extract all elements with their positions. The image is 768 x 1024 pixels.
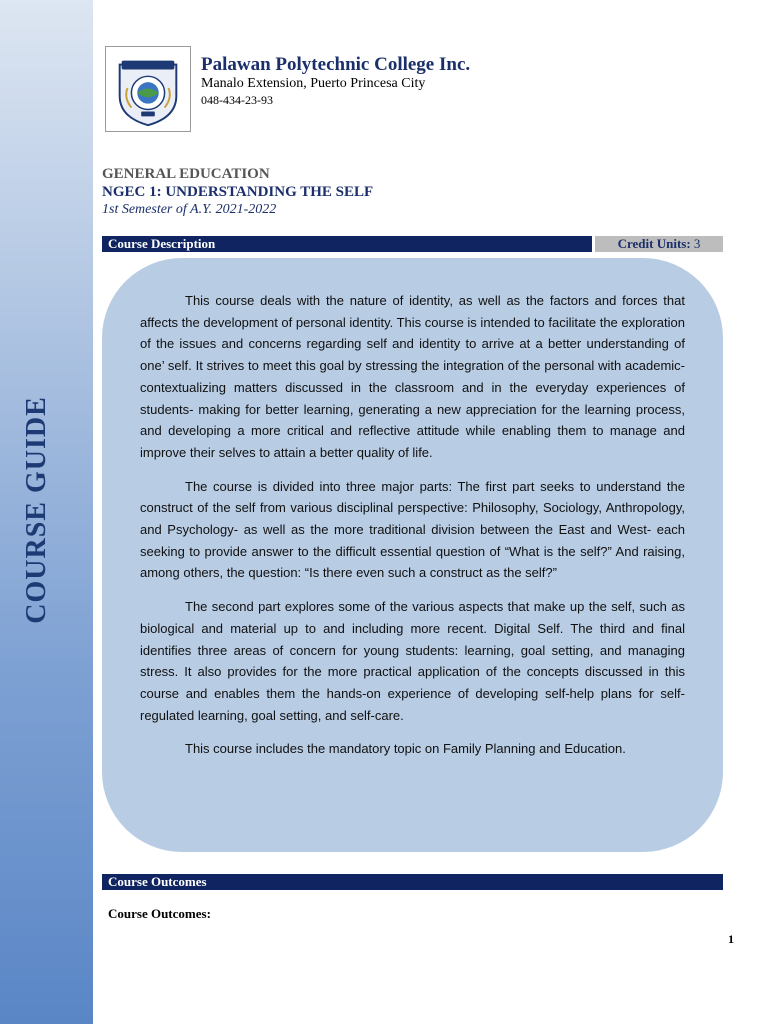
description-paragraph: The second part explores some of the various aspects that make up the self, such as biological and material up to and including more recent. Digital Self. The third and final identifies three areas of concern for young students: learning, goal setting, and managing stress. It also provides for the more practical application of the concepts discussed in this course and enables them the hands-on experience of developing self-help plans for self-regulated learning, goal setting, and self-care.	[140, 599, 685, 723]
credit-units-value: 3	[693, 236, 701, 251]
school-address: Manalo Extension, Puerto Princesa City	[201, 76, 426, 91]
sidebar-title: COURSE GUIDE	[21, 396, 52, 624]
description-paragraph: The course is divided into three major parts: The first part seeks to understand the construct of the self from various disciplinal perspective: Philosophy, Sociology, Anthropology, and Psychology- as well as the more traditional division between the East and West- each seeking to provide answer to the difficult essential question of “What is the self?” And raising, among others, the question: “Is there even such a construct as the self?”	[140, 478, 685, 581]
school-phone: 048-434-23-93	[201, 93, 273, 107]
course-outcomes-heading: Course Outcomes	[102, 874, 723, 890]
college-seal-icon	[106, 47, 190, 131]
course-category: GENERAL EDUCATION	[102, 166, 270, 182]
course-description-panel	[102, 258, 723, 852]
course-description-heading: Course Description	[102, 236, 592, 252]
page-number: 1	[728, 932, 734, 946]
sidebar	[0, 0, 93, 1024]
college-logo	[105, 46, 191, 132]
course-outcomes-label: Course Outcomes:	[108, 906, 211, 921]
school-name: Palawan Polytechnic College Inc.	[201, 54, 471, 75]
semester-label: 1st Semester of A.Y. 2021-2022	[102, 202, 277, 217]
credit-units-label: Credit Units:	[617, 236, 691, 251]
credit-units-badge	[595, 236, 723, 252]
description-paragraph: This course includes the mandatory topic on Family Planning and Education.	[185, 741, 626, 757]
course-title: NGEC 1: UNDERSTANDING THE SELF	[102, 184, 374, 200]
description-paragraph: This course deals with the nature of identity, as well as the factors and forces that affects the development of personal identity. This course is intended to facilitate the exploration of the issues and concerns regarding self and identity to arrive at a better understanding of one’ self. It strives to meet this goal by stressing the integration of the personal with academic- contextualizing matters discussed in the classroom and in the everyday experiences of students- making for better learning, generating a new appreciation for the learning process, and developing a more critical and reflective attitude while enabling them to manage and improve their selves to attain a better quality of life.	[140, 293, 685, 460]
